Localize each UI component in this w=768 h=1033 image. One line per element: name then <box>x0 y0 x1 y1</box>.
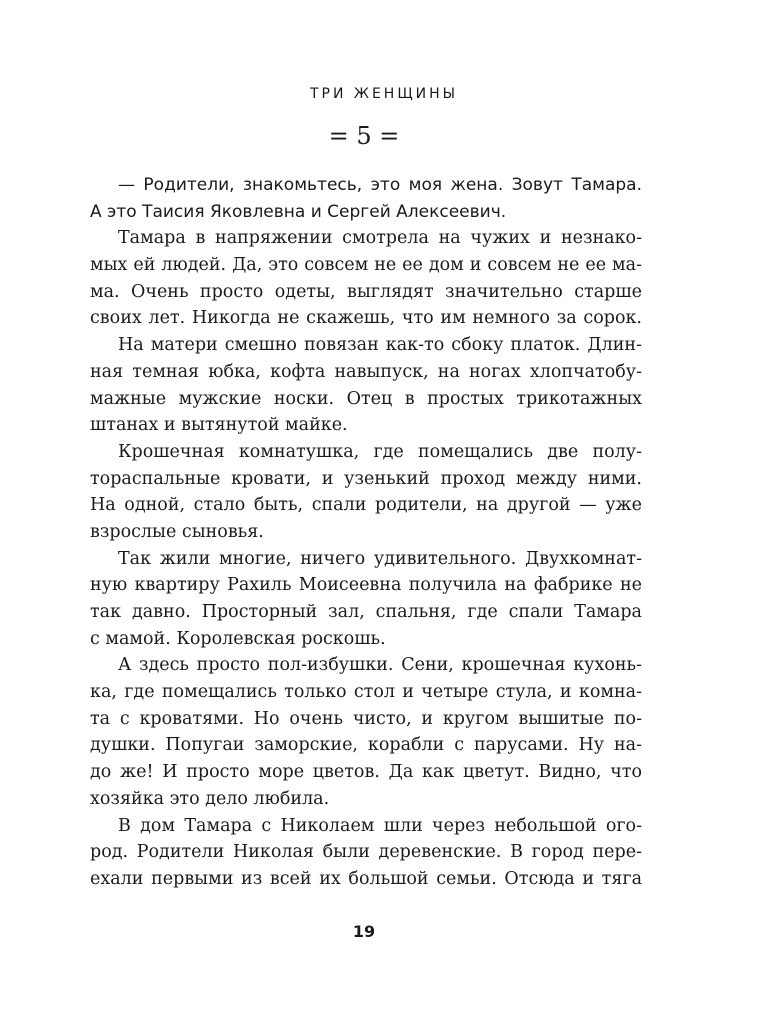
text-line: с мамой. Королевская роскошь. <box>90 628 386 649</box>
text-line: хозяйка это дело любила. <box>90 788 330 809</box>
text-line: род. Родители Николая были деревенские. В город пере- <box>90 842 642 863</box>
text-line: взрослые сыновья. <box>90 521 264 542</box>
text-line: ма. Очень просто одеты, выглядят значительно старше <box>90 281 642 302</box>
chapter-number: = 5 = <box>328 122 400 150</box>
text-line: своих лет. Никогда не скажешь, что им немного за сорок. <box>90 308 642 329</box>
text-line: На одной, стало быть, спали родители, на другой — уже <box>90 495 642 516</box>
text-line: штанах и вытянутой майке. <box>90 415 348 436</box>
running-head: ТРИ ЖЕНЩИНЫ <box>309 86 459 102</box>
text-line: — Родители, знакомьтесь, это моя жена. Зовут Тамара. <box>118 175 642 195</box>
body-text <box>90 172 642 893</box>
text-line: А здесь просто пол-избушки. Сени, крошечная кухонь- <box>118 655 642 676</box>
text-line: ехали первыми из всей их большой семьи. Отсюда и тяга <box>90 868 642 889</box>
text-line: до же! И просто море цветов. Да как цветут. Видно, что <box>90 762 642 783</box>
text-line: А это Таисия Яковлевна и Сергей Алексеевич. <box>90 201 507 222</box>
text-line: Крошечная комнатушка, где помещались две полу- <box>118 441 642 462</box>
text-line: ная темная юбка, кофта навыпуск, на ногах хлопчатобу- <box>90 361 642 382</box>
text-line: ка, где помещались только стол и четыре стула, и комна- <box>90 682 642 703</box>
text-line: мажные мужские носки. Отец в простых трикотажных <box>90 388 642 409</box>
text-line: душки. Попугаи заморские, корабли с парусами. Ну на- <box>90 735 642 756</box>
text-line: Так жили многие, ничего удивительного. Двухкомнат- <box>118 548 642 569</box>
text-line: В дом Тамара с Николаем шли через небольшой ого- <box>118 815 642 836</box>
text-line: На матери смешно повязан как-то сбоку платок. Длин- <box>118 335 642 356</box>
text-line: тораспальные кровати, и узенький проход между ними. <box>90 468 642 489</box>
text-line: та с кроватями. Но очень чисто, и кругом вышитые по- <box>90 708 642 729</box>
page-number: 19 <box>352 922 376 941</box>
text-line: Тамара в напряжении смотрела на чужих и незнако- <box>118 228 642 249</box>
text-line: мых ей людей. Да, это совсем не ее дом и совсем не ее ма- <box>90 255 642 276</box>
text-line: ную квартиру Рахиль Моисеевна получила на фабрике не <box>90 575 642 596</box>
text-line: так давно. Просторный зал, спальня, где спали Тамара <box>90 602 642 622</box>
